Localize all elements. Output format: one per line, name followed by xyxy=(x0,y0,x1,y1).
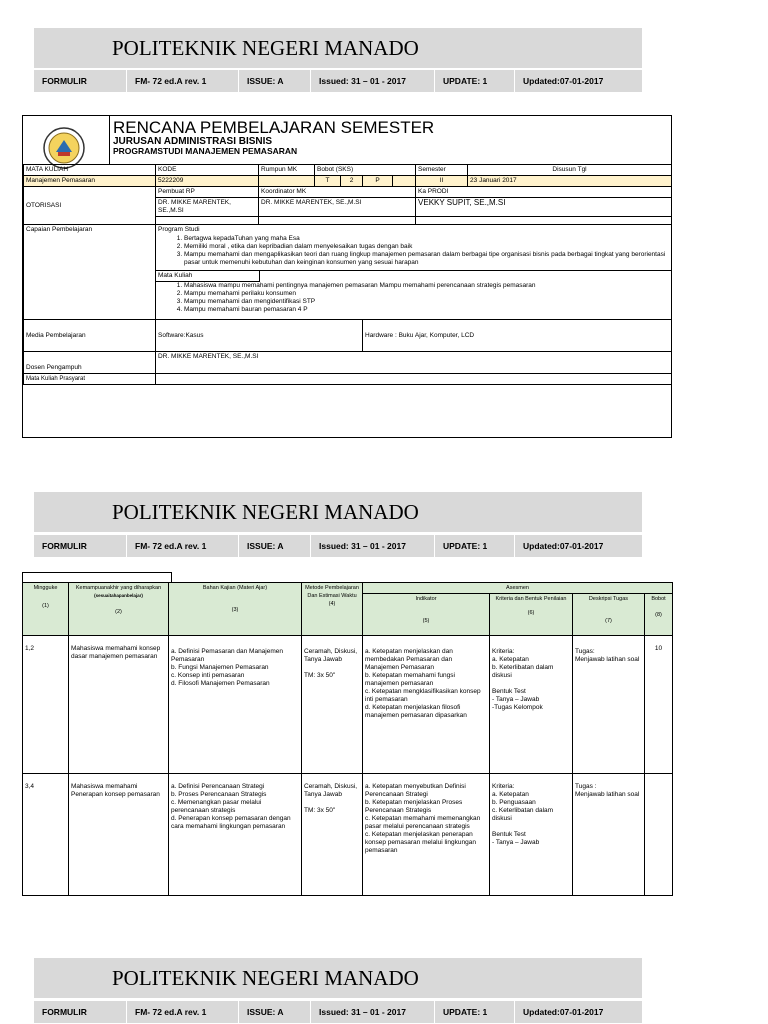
value-p: P xyxy=(363,176,393,187)
label-dosen: Dosen Pengampuh xyxy=(24,352,156,374)
value-software: Software:Kasus xyxy=(156,320,363,352)
institution-name: POLITEKNIK NEGERI MANADO xyxy=(112,966,419,990)
form-updated: Updated:07-01-2017 xyxy=(514,1001,642,1023)
hdr-kriteria: Kriteria dan Bentuk Penilaian xyxy=(495,596,567,602)
label-bobot: Bobot (SKS) xyxy=(315,165,416,176)
hdr-metode-n: (4) xyxy=(328,601,336,607)
institution-banner xyxy=(34,28,642,68)
rps-table xyxy=(23,164,672,385)
cell-kemampuan: Mahasiswa memahami konsep dasar manajemen pemasaran xyxy=(69,636,169,774)
hdr-kemampuan-sub: (sesuaitahapanbelajar) xyxy=(94,593,143,598)
hdr-asesmen: Asesmen xyxy=(363,583,673,594)
list-item: 2. Mampu memahami perilaku konsumen xyxy=(184,290,671,298)
hdr-indikator-n: (5) xyxy=(422,618,430,624)
form-update: UPDATE: 1 xyxy=(434,70,514,92)
label-pembuat: Pembuat RP xyxy=(156,187,259,198)
label-kaprodi: Ka PRODI xyxy=(416,187,672,198)
list-item: 4. Mampu memahami bauran pemasaran 4 P xyxy=(184,306,671,314)
hdr-deskripsi-n: (7) xyxy=(605,618,612,624)
institution-banner-2 xyxy=(34,492,642,532)
value-t: T xyxy=(315,176,341,187)
form-issue: ISSUE: A xyxy=(238,70,310,92)
form-label: FORMULIR xyxy=(42,76,87,86)
hdr-deskripsi: Deskripsi Tugas xyxy=(588,596,629,602)
cell-bobot xyxy=(645,774,673,896)
program-studi-list xyxy=(156,235,671,270)
form-issued: Issued: 31 – 01 - 2017 xyxy=(310,535,434,557)
form-update: UPDATE: 1 xyxy=(434,1001,514,1023)
hdr-bahan-n: (3) xyxy=(231,607,239,613)
form-update: UPDATE: 1 xyxy=(434,535,514,557)
form-label: FORMULIR xyxy=(42,1007,87,1017)
form-issue: ISSUE: A xyxy=(238,1001,310,1023)
rps-jurusan: JURUSAN ADMINISTRASI BISNIS xyxy=(113,136,273,147)
rps-title: RENCANA PEMBELAJARAN SEMESTER xyxy=(113,118,435,137)
form-code: FM- 72 ed.A rev. 1 xyxy=(126,535,238,557)
form-info-bar xyxy=(34,70,642,92)
label-otorisasi: OTORISASI xyxy=(24,187,156,225)
cell-metode: Ceramah, Diskusi, Tanya Jawab TM: 3x 50" xyxy=(302,774,363,896)
list-item: 2. Memiliki moral , etika dan kepribadian dalam menyelesaikan tugas dengan baik xyxy=(184,243,671,251)
cell-minggu: 3,4 xyxy=(23,774,69,896)
label-media: Media Pembelajaran xyxy=(24,320,156,352)
form-info-bar-3 xyxy=(34,1001,642,1023)
institution-banner-3 xyxy=(34,958,642,998)
form-updated: Updated:07-01-2017 xyxy=(514,70,642,92)
hdr-minggu-n: (1) xyxy=(42,603,49,609)
form-info-bar-2 xyxy=(34,535,642,557)
form-issued: Issued: 31 – 01 - 2017 xyxy=(310,70,434,92)
form-updated: Updated:07-01-2017 xyxy=(514,535,642,557)
label-koordinator: Koordinator MK xyxy=(259,187,416,198)
institution-name: POLITEKNIK NEGERI MANADO xyxy=(112,36,419,60)
value-kaprodi: VEKKY SUPIT, SE.,M.SI xyxy=(416,198,672,217)
cell-bahan: a. Definisi Perencanaan Strategi b. Proses Perencanaan Strategis c. Memenangkan pasar melalui perencanaan strategis d. Penerapan konsep pemasaran dengan cara memahami lingkungan pemasaran xyxy=(169,774,302,896)
value-sks: 2 xyxy=(341,176,363,187)
cell-deskripsi: Tugas : Menjawab latihan soal xyxy=(573,774,645,896)
label-mk: Mata Kuliah xyxy=(156,271,260,282)
list-item: 3. Mampu memahami dan mengaplikasikan teori dan ruang lingkup manajemen pemasaran dalam berbagai tipe organisasi bisnis pada berbagai tingkat yang berorientasi pasar untuk memenuhi kebutuhan dan keinginan konsumen yang sesuai harapan xyxy=(184,251,671,267)
value-mata-kuliah: Manajemen Pemasaran xyxy=(24,176,156,187)
table-row xyxy=(23,774,673,896)
list-item: 1. Mahasiswa mampu memahami pentingnya manajemen pemasaran Mampu memahami perencanaan strategis pemasaran xyxy=(184,282,671,290)
hdr-bobot-n: (8) xyxy=(655,612,662,618)
cell-kriteria: Kriteria: a. Ketepatan b. Penguasaan c. Keterlibatan dalam diskusi Bentuk Test - Tanya – Jawab xyxy=(490,774,573,896)
value-kode: 5222209 xyxy=(156,176,259,187)
value-disusun: 23 Januari 2017 xyxy=(468,176,672,187)
value-dosen: DR. MIKKE MARENTEK, SE.,M.SI xyxy=(156,352,672,374)
hdr-minggu: Mingguke xyxy=(33,585,58,591)
form-code: FM- 72 ed.A rev. 1 xyxy=(126,70,238,92)
label-kode: KODE xyxy=(156,165,259,176)
value-pembuat: DR. MIKKE MARENTEK, SE.,M.SI xyxy=(156,198,259,217)
rps-page xyxy=(22,115,672,438)
label-prasyarat: Mata Kuliah Prasyarat xyxy=(24,374,156,385)
label-rumpun: Rumpun MK xyxy=(259,165,315,176)
cell-bobot: 10 xyxy=(645,636,673,774)
value-semester: II xyxy=(416,176,468,187)
label-disusun: Disusun Tgl xyxy=(468,165,672,176)
hdr-metode: Metode Pembelajaran Dan Estimasi Waktu xyxy=(305,585,359,599)
form-issue: ISSUE: A xyxy=(238,535,310,557)
form-label: FORMULIR xyxy=(42,541,87,551)
form-code: FM- 72 ed.A rev. 1 xyxy=(126,1001,238,1023)
cell-bahan: a. Definisi Pemasaran dan Manajemen Pemasaran b. Fungsi Manajemen Pemasaran c. Konsep inti pemasaran d. Filosofi Manajemen Pemasaran xyxy=(169,636,302,774)
hdr-kemampuan: Kemampuanakhir yang diharapkan xyxy=(75,585,162,591)
cell-indikator: a. Ketepatan menyebutkan Definisi Perencanaan Strategi b. Ketepatan menjelaskan Proses Perencanaan Strategis c. Ketepatan memahami memenangkan pasar melalui perencanaan strategis c. Ketepatan menjelaskan penerapan konsep pemasaran melalui lingkungan pemasaran xyxy=(363,774,490,896)
list-item: 1. Bertagwa kepadaTuhan yang maha Esa xyxy=(184,235,671,243)
cell-deskripsi: Tugas: Menjawab latihan soal xyxy=(573,636,645,774)
list-item: 3. Mampu memahami dan mengidentifikasi STP xyxy=(184,298,671,306)
cell-minggu: 1,2 xyxy=(23,636,69,774)
value-koordinator: DR. MIKKE MARENTEK, SE.,M.SI xyxy=(259,198,416,217)
plan-table xyxy=(22,582,673,896)
mk-list xyxy=(156,282,671,319)
label-capaian: Capaian Pembelajaran xyxy=(24,225,156,320)
label-semester: Semester xyxy=(416,165,468,176)
plan-page xyxy=(22,572,672,898)
table-row xyxy=(23,636,673,774)
cell-kemampuan: Mahasiswa memahami Penerapan konsep pemasaran xyxy=(69,774,169,896)
rps-prodi: PROGRAMSTUDI MANAJEMEN PEMASARAN xyxy=(113,146,298,156)
cell-metode: Ceramah, Diskusi, Tanya Jawab TM: 3x 50" xyxy=(302,636,363,774)
institution-name: POLITEKNIK NEGERI MANADO xyxy=(112,500,419,524)
cell-indikator: a. Ketepatan menjelaskan dan membedakan Pemasaran dan Manajemen Pemasaran b. Ketepatan memahami fungsi manajemen pemasaran c. Ketepatan mengklasifikasikan konsep inti pemasaran d. Ketepatan menjelaskan filosofi manajemen pemasaran dipasarkan xyxy=(363,636,490,774)
hdr-bahan: Bahan Kajian (Materi Ajar) xyxy=(202,585,268,591)
hdr-bobot: Bobot xyxy=(651,596,666,602)
hdr-indikator: Indikator xyxy=(415,596,437,602)
label-program-studi: Program Studi xyxy=(158,226,200,233)
value-hardware: Hardware : Buku Ajar, Komputer, LCD xyxy=(363,320,672,352)
hdr-kemampuan-n: (2) xyxy=(115,609,122,615)
hdr-kriteria-n: (6) xyxy=(527,610,535,616)
label-mata-kuliah: MATA KULIAH xyxy=(24,165,156,176)
form-issued: Issued: 31 – 01 - 2017 xyxy=(310,1001,434,1023)
cell-kriteria: Kriteria: a. Ketepatan b. Keterlibatan dalam diskusi Bentuk Test - Tanya – Jawab -Tugas Kelompok xyxy=(490,636,573,774)
